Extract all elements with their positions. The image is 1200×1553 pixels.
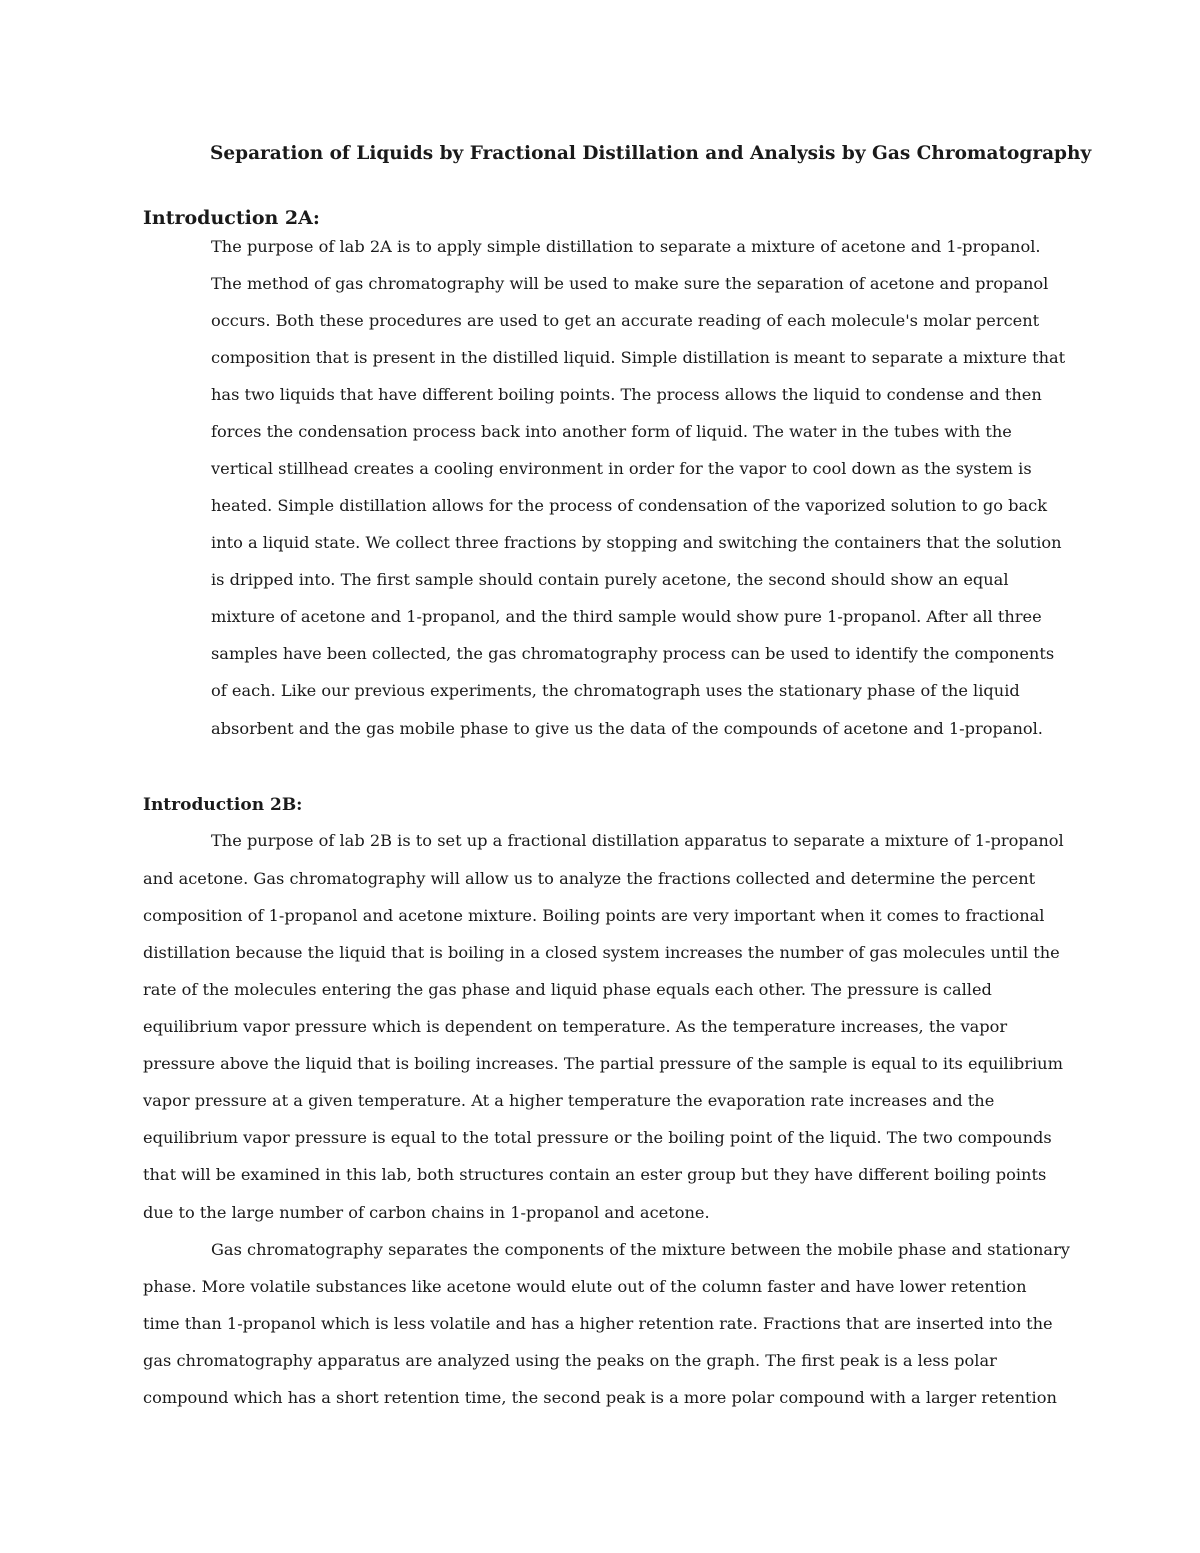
paragraph-line: of each. Like our previous experiments, the chromatograph uses the stationary phase of the liquid [211,681,1020,700]
paragraph-line: time than 1-propanol which is less volatile and has a higher retention rate. Fractions that are inserted into the [143,1314,1053,1333]
paragraph-line: vapor pressure at a given temperature. At a higher temperature the evaporation rate increases and the [143,1091,995,1110]
paragraph-line: that will be examined in this lab, both structures contain an ester group but they have different boiling points [143,1165,1047,1184]
paragraph-line: The purpose of lab 2B is to set up a fractional distillation apparatus to separate a mixture of 1-propanol [211,831,1064,850]
paragraph-line: absorbent and the gas mobile phase to give us the data of the compounds of acetone and 1-propanol. [211,719,1043,738]
paragraph-line: is dripped into. The first sample should contain purely acetone, the second should show an equal [211,570,1009,589]
paragraph-line: mixture of acetone and 1-propanol, and the third sample would show pure 1-propanol. After all three [211,607,1042,626]
paragraph-line: composition of 1-propanol and acetone mixture. Boiling points are very important when it comes to fractional [143,906,1045,925]
paragraph-line: The purpose of lab 2A is to apply simple distillation to separate a mixture of acetone and 1-propanol. [211,237,1041,256]
paragraph-line: equilibrium vapor pressure is equal to the total pressure or the boiling point of the liquid. The two compounds [143,1128,1052,1147]
paragraph-line: gas chromatography apparatus are analyzed using the peaks on the graph. The first peak is a less polar [143,1351,997,1370]
paragraph-line: compound which has a short retention time, the second peak is a more polar compound with a larger retention [143,1388,1057,1407]
paragraph-line: heated. Simple distillation allows for the process of condensation of the vaporized solution to go back [211,496,1048,515]
paragraph-line: occurs. Both these procedures are used to get an accurate reading of each molecule's molar percent [211,311,1040,330]
paragraph-line: and acetone. Gas chromatography will allow us to analyze the fractions collected and determine the percent [143,869,1036,888]
paragraph-line: phase. More volatile substances like acetone would elute out of the column faster and have lower retention [143,1277,1027,1296]
paragraph-line: The method of gas chromatography will be used to make sure the separation of acetone and propanol [211,274,1049,293]
paragraph-line: has two liquids that have different boiling points. The process allows the liquid to condense and then [211,385,1042,404]
paragraph-line: vertical stillhead creates a cooling environment in order for the vapor to cool down as the system is [211,459,1032,478]
paragraph-line: pressure above the liquid that is boiling increases. The partial pressure of the sample is equal to its equilibrium [143,1054,1063,1073]
section-heading-2a: Introduction 2A: [143,207,320,229]
paragraph-line: rate of the molecules entering the gas phase and liquid phase equals each other. The pressure is called [143,980,992,999]
paragraph-line: forces the condensation process back into another form of liquid. The water in the tubes with the [211,422,1012,441]
paragraph-line: composition that is present in the distilled liquid. Simple distillation is meant to separate a mixture that [211,348,1066,367]
paragraph-line: into a liquid state. We collect three fractions by stopping and switching the containers that the solution [211,533,1062,552]
paragraph-line: distillation because the liquid that is boiling in a closed system increases the number of gas molecules until the [143,943,1060,962]
paragraph-line: equilibrium vapor pressure which is dependent on temperature. As the temperature increases, the vapor [143,1017,1008,1036]
paragraph-line: due to the large number of carbon chains in 1-propanol and acetone. [143,1203,710,1222]
section-heading-2b: Introduction 2B: [143,795,303,815]
paragraph-line: Gas chromatography separates the components of the mixture between the mobile phase and stationary [211,1240,1070,1259]
paragraph-line: samples have been collected, the gas chromatography process can be used to identify the components [211,644,1055,663]
document-title: Separation of Liquids by Fractional Distillation and Analysis by Gas Chromatography [210,143,1092,164]
